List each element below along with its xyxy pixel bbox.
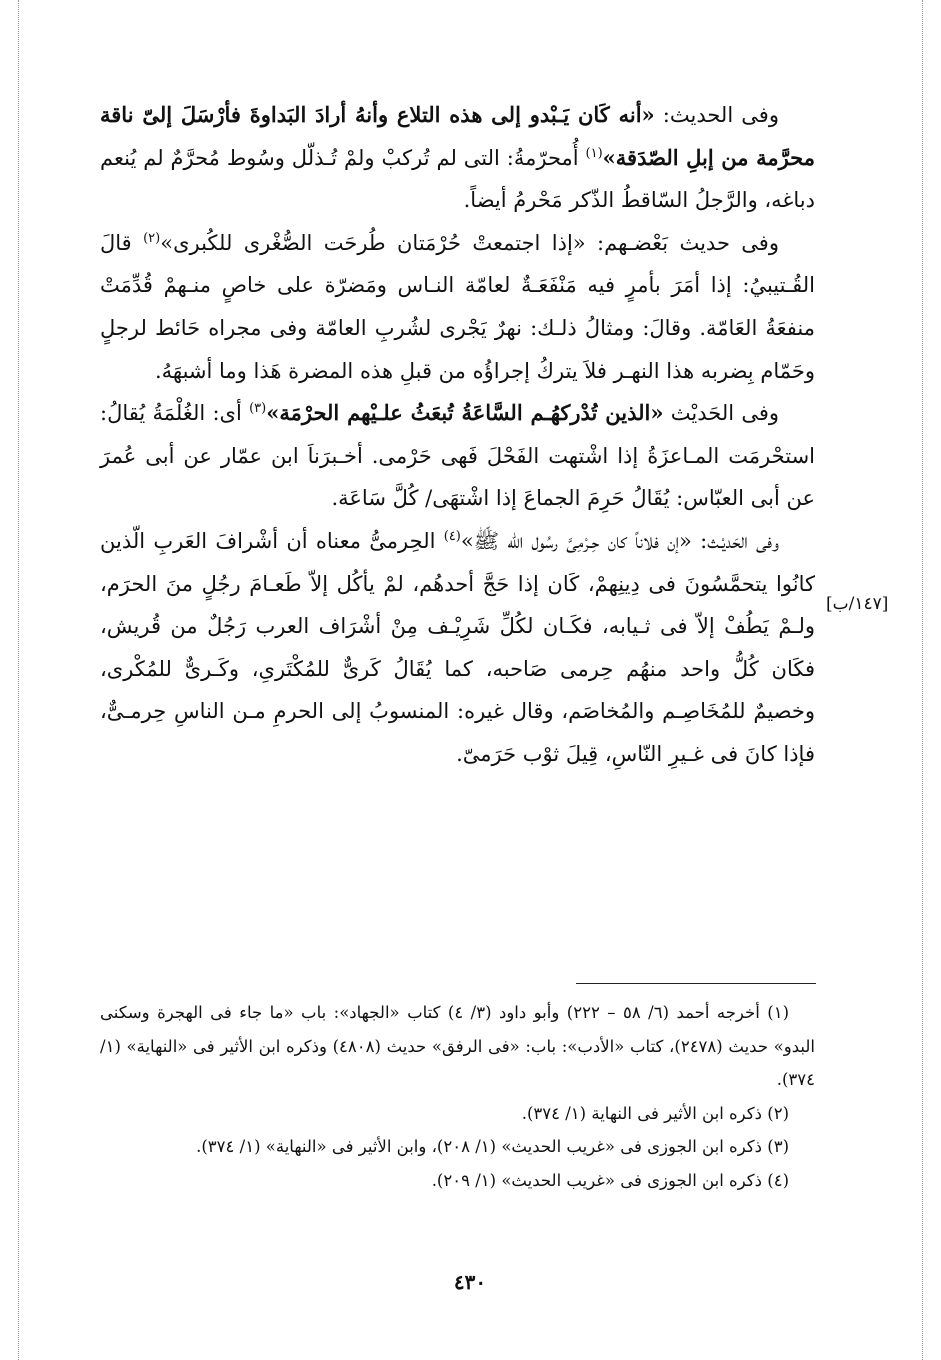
footnote: (١) أخرجه أحمد (٦/ ٥٨ – ٢٢٢) وأبو داود (٣/ ٤) كتاب «الجهاد»: باب «ما جاء فى الهجرة وسكنى البدو» حديث (٢٤٧٨)، كتاب «الأدب»: باب: «فى الرفق» حديث (٤٨٠٨) وذكره ابن الأثير فى «النهاية» (١/ ٣٧٤).: [100, 1003, 815, 1089]
paragraph-body: أُمحرّمةُ: التى لم تُركبْ ولمْ تُـذلّل وسُوط مُحرَّمٌ لم يُنعم دباغه، والرَّجلُ السّاقطُ الذّكر مَحْرمُ أيضاً.: [100, 145, 815, 213]
paragraph-lead: وفى حديث بَعْضـهم:: [585, 230, 779, 255]
paragraph: [100, 94, 815, 222]
footnote: (٢) ذكره ابن الأثير فى النهاية (١/ ٣٧٤).: [521, 1103, 789, 1123]
paragraph-lead: وفى الحَديْث: [663, 401, 779, 426]
footnote-ref: (١): [585, 145, 603, 161]
left-edge-dots: [18, 0, 19, 1360]
footnote-ref: (٣): [249, 401, 267, 417]
hadith-quote: «أنه كَان يَـبْدو إلى هذه التلاع وأنهُ أرادَ البَداوةَ فأرْسَلَ إلىّ ناقة محرَّمة من إبلِ الصّدَقة»: [100, 102, 815, 170]
footnote-ref: (٢): [143, 230, 161, 246]
hadith-quote: «إذا اجتمعتْ حُرْمَتان طُرحَت الصُّغْرى للكُبرى»: [160, 230, 586, 255]
footnote-separator: [576, 983, 816, 984]
paragraph: [100, 520, 815, 776]
hadith-quote: «إن فلاناً كان حِـرْمِىَّ رسُول الله ﷺ»: [460, 528, 692, 553]
hadith-quote: «الذين تُدْركهُـم السَّاعَةُ تُبعَثُ علـيْهم الحرْمَة»: [266, 400, 664, 426]
page-number: ٤٣٠: [453, 1270, 487, 1294]
footnotes: [100, 996, 815, 1197]
manuscript-folio-marker: [١٤٧/ب]: [826, 594, 889, 614]
footnote: (٣) ذكره ابن الجوزى فى «غريب الحديث» (١/ ٢٠٨)، وابن الأثير فى «النهاية» (١/ ٣٧٤).: [196, 1137, 789, 1156]
paragraph-lead: وفى الحَديْـث:: [691, 528, 780, 553]
paragraph-body: أى: الغُلْمَةُ يُقالُ: استحْرمَت المـاعزَةُ إذا اشْتهت الفَحْلَ فَهى حَرْمى. أخـبرَناَ ابن عمّار عن أبى عُمرَ عن أبى العبّاس: يُقَالُ حَرِمَ الجماعَ إذا اشْتهَى/ كُلَّ سَاعَة.: [100, 401, 815, 511]
paragraph-body: الحِرمىُّ معناه أن أشْرافَ العَربِ الّذين كانُوا يتحمَّسُونَ فى دِينِهمْ، كَان إذا حَجَّ أحدهُم، لمْ يأكُل إلاّ طَعـامَ رجُلٍ منَ الحرَم، ولـمْ يَطُفْ إلاّ فى ثـيابه، فكَـان لكُلِّ شَرِيْـف مِنْ أشْرَاف العرب رَجُلٌ من قُريش، فكَان كُلُّ واحد منهُم حِرمى صَاحبه، كما يُقَالُ كَرىٌّ للمُكْتَرىِ، وكَـرىٌّ للمُكْرى، وخصيمٌ للمُخَاصِـم والمُخاصَم، وقال غيره: المنسوبُ إلى الحرمِ مـن الناسِ حِرمـىٌّ، فإذا كانَ فى غـيرِ النّاسِ، قِيلَ ثوْب حَرَمىّ.: [100, 528, 815, 766]
footnote-ref: (٤): [443, 528, 461, 544]
right-edge-dots: [922, 0, 923, 1360]
paragraph-body: قالَ القُـتيبيُ: إذا أمَرَ بأمرٍ فيه مَنْفَعَـةٌ لعامّة النـاس ومَضرّة على خاصٍ منـهمْ قُدِّمَتْ منفعَةُ العَامّة. وقالَ: ومثالُ ذلـك: نهرٌ يَجْرى لشُربِ العامّة وفى مجراه حَائط لرجلٍ وحَمّام بِضربه هذا النهـر فلاَ يتركُ إجراؤُه من قبلِ هذه المضرة هَذا وما أشبهَهُ.: [100, 230, 815, 383]
paragraph: [100, 222, 815, 392]
paragraph-lead: وفى الحديث:: [654, 103, 779, 127]
paragraph: [100, 392, 815, 520]
main-text: [100, 94, 815, 776]
footnote: (٤) ذكره ابن الجوزى فى «غريب الحديث» (١/ ٢٠٩).: [431, 1170, 789, 1190]
